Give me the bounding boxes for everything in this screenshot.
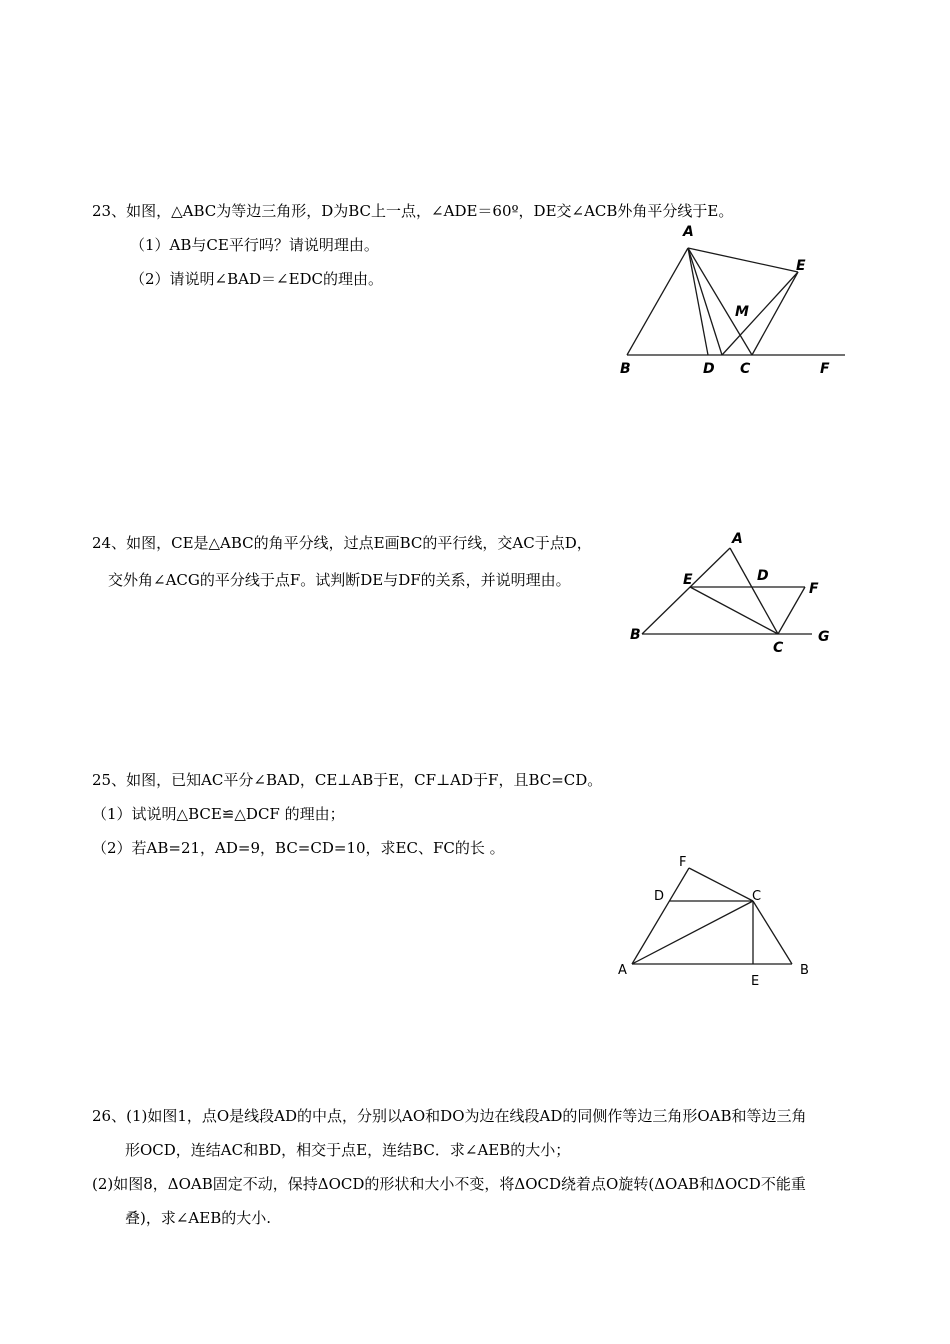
- q24-label-b: B: [630, 627, 641, 643]
- q24-label-d: D: [757, 568, 769, 584]
- q23-part1: （1）AB与CE平行吗？请说明理由。: [130, 236, 379, 254]
- q25-label-e: E: [751, 974, 760, 989]
- q24-line1: 24、如图，CE是△ABC的角平分线，过点E画BC的平行线，交AC于点D，: [92, 534, 592, 552]
- q26-line2: 形OCD，连结AC和BD，相交于点E，连结BC．求∠AEB的大小；: [125, 1141, 571, 1159]
- q24-label-e: E: [683, 572, 693, 588]
- q23-label-e: E: [796, 258, 806, 274]
- q26-line1: 26、(1)如图1，点O是线段AD的中点，分别以AO和DO为边在线段AD的同侧作等边三角形OAB和等边三角: [92, 1107, 807, 1125]
- q25-stem: 25、如图，已知AC平分∠BAD，CE⊥AB于E，CF⊥AD于F，且BC=CD。: [92, 771, 603, 789]
- q24-label-f: F: [809, 581, 819, 597]
- q25-label-f: F: [679, 855, 687, 870]
- q24-line2: 交外角∠ACG的平分线于点F。试判断DE与DF的关系，并说明理由。: [108, 571, 571, 589]
- q24-label-g: G: [818, 629, 830, 645]
- q23-label-b: B: [620, 361, 631, 377]
- q23-stem: 23、如图，△ABC为等边三角形，D为BC上一点，∠ADE＝60º，DE交∠ACB外角平分线于E。: [92, 202, 734, 220]
- q23-label-m: M: [735, 304, 749, 320]
- q23-label-f: F: [820, 361, 830, 377]
- q25-figure: [610, 850, 820, 995]
- q23-label-c: C: [740, 361, 751, 377]
- q25-label-c: C: [752, 889, 762, 904]
- q23-label-d: D: [703, 361, 715, 377]
- q26-line3: (2)如图8，ΔOAB固定不动，保持ΔOCD的形状和大小不变，将ΔOCD绕着点O旋转(ΔOAB和ΔOCD不能重: [92, 1175, 806, 1193]
- q25-label-d: D: [654, 889, 665, 904]
- q23-label-a: A: [683, 224, 694, 240]
- q24-label-c: C: [773, 640, 784, 656]
- q25-part2: （2）若AB=21，AD=9，BC=CD=10，求EC、FC的长 。: [92, 839, 505, 857]
- q26-line4: 叠)，求∠AEB的大小.: [125, 1209, 271, 1227]
- q23-figure: [610, 215, 860, 385]
- q25-part1: （1）试说明△BCE≌△DCF 的理由；: [92, 805, 345, 823]
- q24-label-a: A: [732, 531, 743, 547]
- q25-label-b: B: [800, 963, 809, 978]
- q24-figure: [620, 525, 840, 660]
- q23-part2: （2）请说明∠BAD＝∠EDC的理由。: [130, 270, 384, 288]
- q25-label-a: A: [618, 963, 627, 978]
